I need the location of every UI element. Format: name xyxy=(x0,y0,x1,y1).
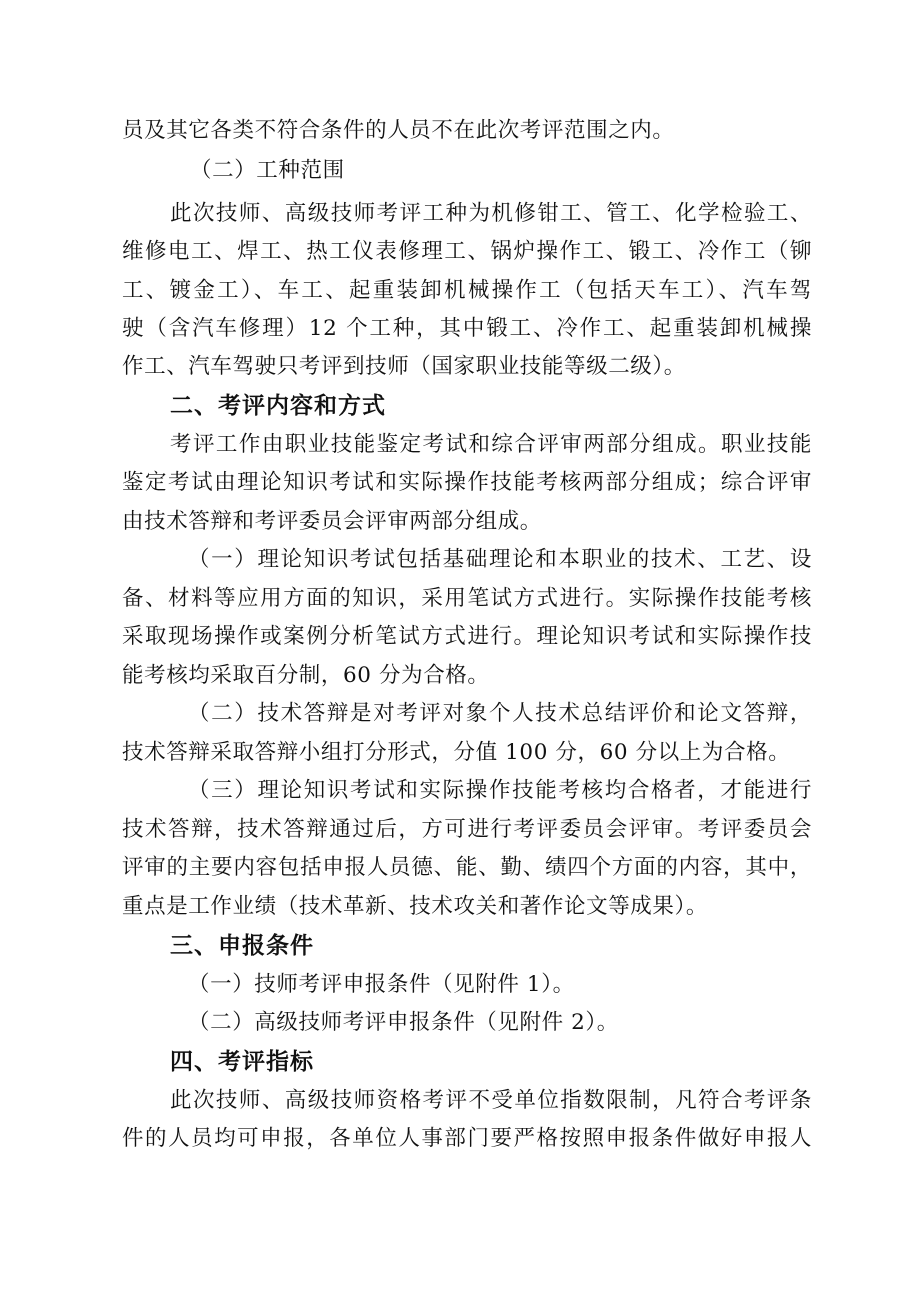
paragraph-line: （三）理论知识考试和实际操作技能考核均合格者，才能进行 xyxy=(188,778,812,803)
paragraph-line: 维修电工、焊工、热工仪表修理工、锅炉操作工、锻工、冷作工（铆 xyxy=(122,239,812,264)
paragraph-line: 采取现场操作或案例分析笔试方式进行。理论知识考试和实际操作技 xyxy=(122,624,812,649)
paragraph-line: 此次技师、高级技师资格考评不受单位指数限制，凡符合考评条 xyxy=(170,1088,812,1113)
paragraph-line: 考评工作由职业技能鉴定考试和综合评审两部分组成。职业技能 xyxy=(170,432,812,457)
paragraph-line: 员及其它各类不符合条件的人员不在此次考评范围之内。 xyxy=(122,118,675,143)
paragraph-line: 驶（含汽车修理）12 个工种，其中锻工、冷作工、起重装卸机械操 xyxy=(122,316,812,341)
section-heading-application-conditions: 三、申报条件 xyxy=(170,933,314,959)
list-item: （一）技师考评申报条件（见附件 1）。 xyxy=(188,972,575,997)
paragraph-line: 技术答辩采取答辩小组打分形式，分值 100 分，60 分以上为合格。 xyxy=(122,740,791,765)
paragraph-line: 重点是工作业绩（技术革新、技术攻关和著作论文等成果）。 xyxy=(122,894,708,919)
paragraph-line: 由技术答辩和考评委员会评审两部分组成。 xyxy=(122,509,542,534)
paragraph-line: 件的人员均可申报，各单位人事部门要严格按照申报条件做好申报人 xyxy=(122,1126,812,1151)
subheading-work-scope: （二）工种范围 xyxy=(190,158,345,183)
section-heading-assessment-quota: 四、考评指标 xyxy=(170,1049,314,1075)
paragraph-line: 能考核均采取百分制，60 分为合格。 xyxy=(122,663,490,688)
paragraph-line: 评审的主要内容包括申报人员德、能、勤、绩四个方面的内容，其中， xyxy=(122,855,812,880)
paragraph-line: 鉴定考试由理论知识考试和实际操作技能考核两部分组成；综合评审 xyxy=(122,470,812,495)
paragraph-line: （一）理论知识考试包括基础理论和本职业的技术、工艺、设 xyxy=(188,547,812,572)
paragraph-line: 技术答辩，技术答辩通过后，方可进行考评委员会评审。考评委员会 xyxy=(122,817,812,842)
paragraph-line: 作工、汽车驾驶只考评到技师（国家职业技能等级二级）。 xyxy=(122,354,686,379)
paragraph-line: 工、镀金工）、车工、起重装卸机械操作工（包括天车工）、汽车驾 xyxy=(122,278,812,303)
paragraph-line: 备、材料等应用方面的知识，采用笔试方式进行。实际操作技能考核 xyxy=(122,586,812,611)
list-item: （二）高级技师考评申报条件（见附件 2）。 xyxy=(188,1010,619,1035)
paragraph-line: （二）技术答辩是对考评对象个人技术总结评价和论文答辩， xyxy=(188,701,812,726)
paragraph-line: 此次技师、高级技师考评工种为机修钳工、管工、化学检验工、 xyxy=(170,201,812,226)
section-heading-assessment-content: 二、考评内容和方式 xyxy=(170,393,386,419)
